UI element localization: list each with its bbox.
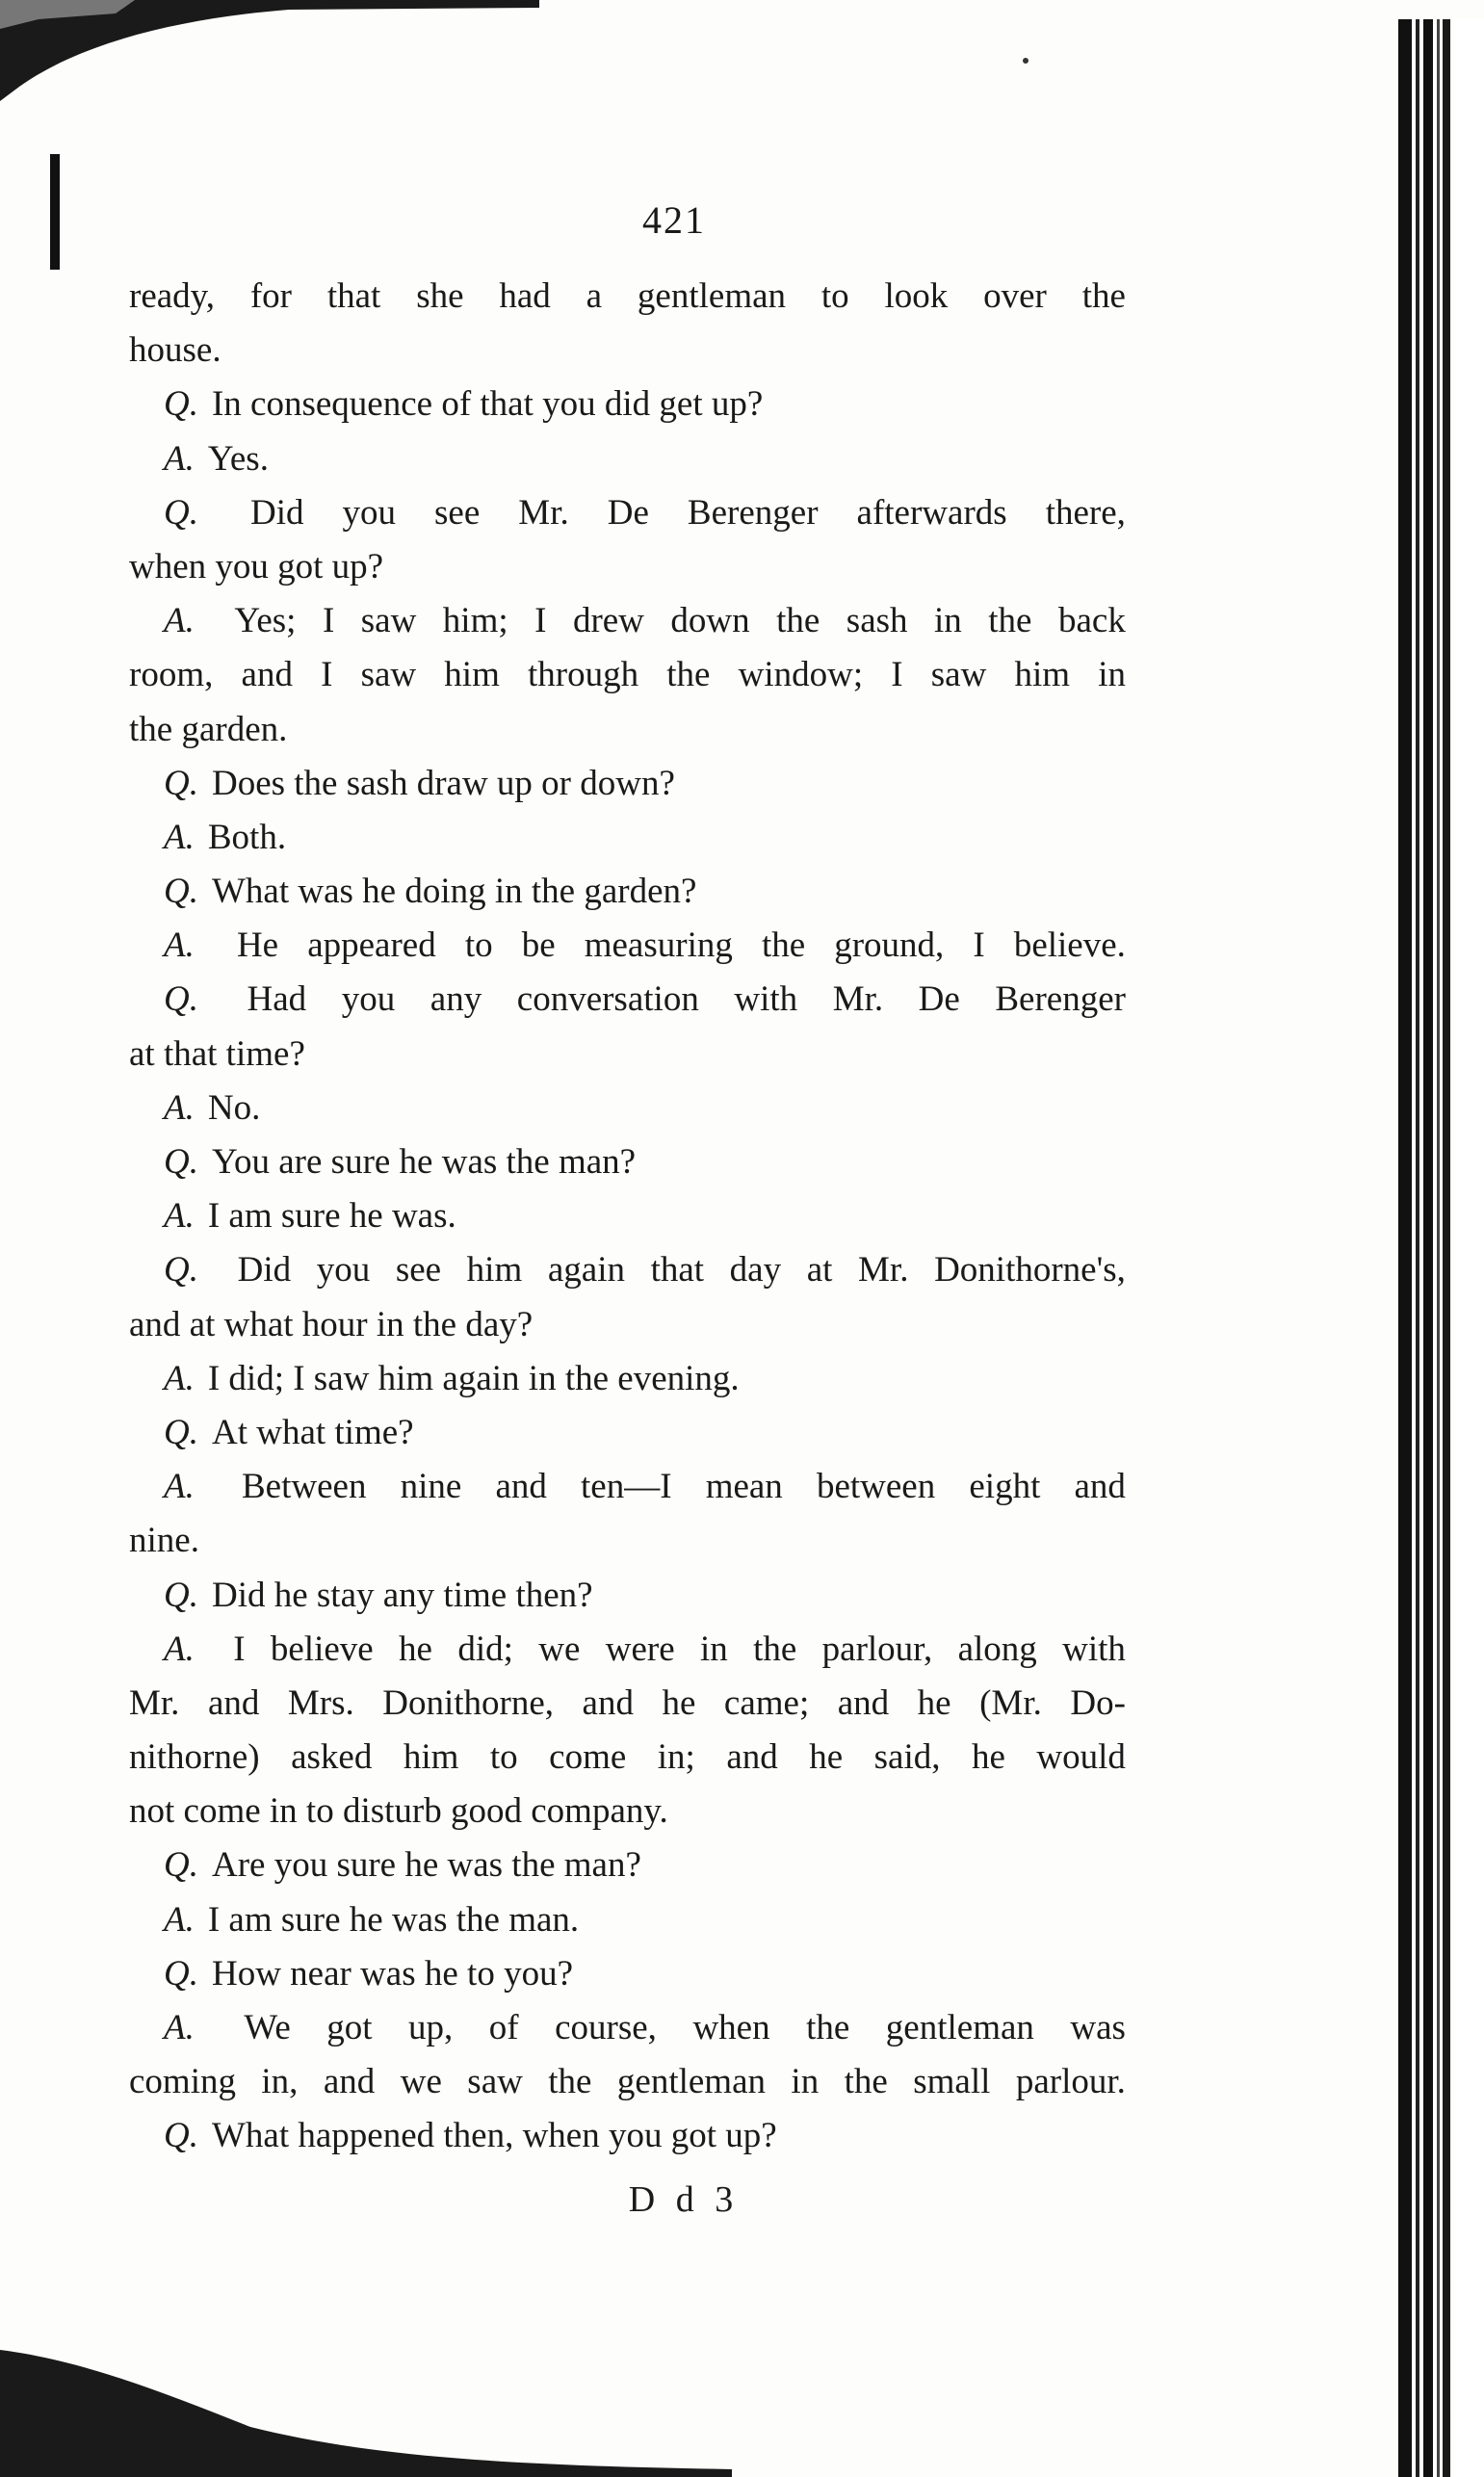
word: saw <box>467 2062 523 2102</box>
text-line <box>129 378 1126 431</box>
text-line <box>129 1731 1126 1785</box>
word: any <box>430 979 482 1020</box>
word: the <box>806 2008 850 2047</box>
word: ready, <box>129 276 216 316</box>
word: you <box>342 492 397 533</box>
line-text: At what time? <box>211 1412 414 1452</box>
page-number: 421 <box>642 198 706 242</box>
word: between <box>816 1467 936 1507</box>
word: day <box>729 1250 782 1291</box>
word: I <box>322 601 335 641</box>
text-line <box>129 1569 1126 1623</box>
speaker-label: A. <box>164 601 195 641</box>
word: asked <box>291 1737 373 1778</box>
text-line <box>129 1460 1126 1514</box>
text-line <box>129 648 1126 702</box>
word: back <box>1057 601 1126 641</box>
word: Mr. <box>518 492 569 533</box>
word: to <box>464 926 493 966</box>
word: measuring <box>584 926 733 966</box>
word: look <box>884 276 949 316</box>
word: to <box>820 276 849 316</box>
text-line <box>129 1028 1126 1082</box>
line-text: No. <box>207 1087 261 1128</box>
line-text: at that time? <box>129 1033 305 1074</box>
word: and <box>495 1467 547 1507</box>
page-binding-edge <box>1387 19 1484 2477</box>
word: eight <box>969 1467 1041 1507</box>
speaker-label: A. <box>164 1899 195 1940</box>
word: to <box>489 1737 518 1778</box>
word: him <box>466 1250 523 1291</box>
word: course, <box>555 2008 657 2047</box>
speaker-label: Q. <box>164 2116 198 2156</box>
text-line <box>129 1838 1126 1892</box>
word: the <box>844 2062 888 2102</box>
word: gentleman <box>637 276 787 316</box>
scan-speck <box>1023 58 1028 64</box>
line-text: What was he doing in the garden? <box>211 872 697 912</box>
text-line <box>129 703 1126 757</box>
text-line <box>129 2055 1126 2109</box>
text-line <box>129 811 1126 865</box>
line-text: Are you sure he was the man? <box>211 1845 641 1886</box>
word: De <box>607 492 649 533</box>
word: parlour. <box>1015 2062 1126 2102</box>
text-line <box>129 2001 1126 2055</box>
word: with <box>734 979 798 1020</box>
text-line <box>129 919 1126 973</box>
speaker-label: A. <box>164 1358 195 1398</box>
word: we <box>538 1629 581 1669</box>
word: a <box>586 276 603 316</box>
speaker-label: Q. <box>164 872 198 912</box>
word: in <box>1098 655 1126 695</box>
word: saw <box>360 655 417 695</box>
word: sash <box>846 601 908 641</box>
word: in <box>699 1629 728 1669</box>
word: and <box>837 1682 890 1723</box>
word: did; <box>457 1629 513 1669</box>
word: and <box>207 1682 260 1723</box>
word: He <box>236 926 279 966</box>
word: he <box>972 1737 1005 1778</box>
word: and <box>1074 1467 1126 1507</box>
speaker-label: A. <box>164 1467 195 1507</box>
text-line <box>129 540 1126 594</box>
text-line <box>129 1352 1126 1406</box>
word: he <box>399 1629 432 1669</box>
signature-mark: D d 3 <box>628 2179 740 2220</box>
line-text: Both. <box>207 817 287 857</box>
word: Mrs. <box>287 1682 354 1723</box>
word: in <box>791 2062 820 2102</box>
word: the <box>761 926 806 966</box>
text-line <box>129 1785 1126 1838</box>
word: in, <box>261 2062 299 2102</box>
speaker-label: Q. <box>164 1953 198 1994</box>
word: Yes; <box>234 601 297 641</box>
word: down <box>670 601 750 641</box>
text-line <box>129 1082 1126 1135</box>
word: and <box>323 2062 376 2102</box>
word: would <box>1036 1737 1126 1778</box>
line-text: the garden. <box>129 709 288 749</box>
word: for <box>249 276 293 316</box>
word: Berenger <box>687 492 819 533</box>
word: him; <box>442 601 508 641</box>
word: I <box>891 655 903 695</box>
word: with <box>1062 1629 1126 1669</box>
word: We <box>244 2008 291 2047</box>
line-text: Did he stay any time then? <box>211 1575 593 1615</box>
word: parlour, <box>821 1629 933 1669</box>
line-text: Yes. <box>207 438 269 479</box>
text-line <box>129 1947 1126 2001</box>
word: and <box>726 1737 778 1778</box>
word: in <box>934 601 962 641</box>
word: the <box>776 601 820 641</box>
word: I <box>321 655 333 695</box>
word: gentleman <box>616 2062 766 2102</box>
word: were <box>605 1629 675 1669</box>
word: the <box>666 655 711 695</box>
word: the <box>1081 276 1126 316</box>
word: window; <box>738 655 864 695</box>
word: afterwards <box>856 492 1007 533</box>
word: Had <box>247 979 307 1020</box>
word: when <box>692 2008 770 2047</box>
scan-edge-mark <box>50 154 60 270</box>
word: that <box>650 1250 705 1291</box>
word: him <box>1014 655 1071 695</box>
text-line <box>129 432 1126 486</box>
word: nine <box>400 1467 462 1507</box>
speaker-label: Q. <box>164 979 198 1020</box>
word: nithorne) <box>129 1737 260 1778</box>
line-text: I am sure he was. <box>207 1196 456 1237</box>
word: him <box>403 1737 459 1778</box>
text-line <box>129 865 1126 919</box>
word: had <box>499 276 551 316</box>
word: gentleman <box>885 2008 1034 2047</box>
text-line <box>129 1243 1126 1297</box>
word: drew <box>572 601 644 641</box>
speaker-label: Q. <box>164 1250 198 1291</box>
word: over <box>983 276 1047 316</box>
speaker-label: A. <box>164 438 195 479</box>
speaker-label: A. <box>164 1196 195 1237</box>
word: mean <box>705 1467 783 1507</box>
word: coming <box>129 2062 236 2102</box>
word: saw <box>360 601 417 641</box>
text-line <box>129 757 1126 811</box>
word: through <box>528 655 639 695</box>
line-text: when you got up? <box>129 546 384 587</box>
word: Do- <box>1070 1682 1126 1723</box>
text-line <box>129 2109 1126 2163</box>
word: in; <box>657 1737 695 1778</box>
speaker-label: A. <box>164 2008 195 2047</box>
word: see <box>434 492 481 533</box>
word: Berenger <box>995 979 1126 1020</box>
word: she <box>416 276 464 316</box>
word: the <box>753 1629 797 1669</box>
word: and <box>241 655 293 695</box>
scan-shadow-top-left <box>0 0 539 106</box>
text-line <box>129 1623 1126 1677</box>
text-line <box>129 1893 1126 1947</box>
speaker-label: Q. <box>164 1412 198 1452</box>
text-line <box>129 1514 1126 1568</box>
word: I <box>973 926 985 966</box>
line-text: You are sure he was the man? <box>211 1142 637 1182</box>
word: saw <box>930 655 987 695</box>
word: was <box>1070 2008 1126 2047</box>
speaker-label: A. <box>164 1629 195 1669</box>
word: came; <box>723 1682 810 1723</box>
word: got <box>326 2008 373 2047</box>
word: appeared <box>307 926 436 966</box>
word: believe <box>270 1629 374 1669</box>
word: Mr. <box>858 1250 909 1291</box>
word: the <box>548 2062 592 2102</box>
word: again <box>547 1250 625 1291</box>
word: we <box>400 2062 442 2102</box>
line-text: Does the sash draw up or down? <box>211 763 675 803</box>
word: that <box>326 276 381 316</box>
word: be <box>521 926 556 966</box>
speaker-label: A. <box>164 926 195 966</box>
word: see <box>395 1250 442 1291</box>
word: of <box>488 2008 519 2047</box>
speaker-label: A. <box>164 817 195 857</box>
speaker-label: Q. <box>164 1575 198 1615</box>
text-line <box>129 270 1126 324</box>
word: (Mr. <box>979 1682 1042 1723</box>
speaker-label: Q. <box>164 1845 198 1886</box>
word: you <box>316 1250 371 1291</box>
word: there, <box>1045 492 1126 533</box>
speaker-label: Q. <box>164 492 198 533</box>
word: I <box>233 1629 246 1669</box>
word: said, <box>873 1737 941 1778</box>
word: he <box>917 1682 951 1723</box>
text-line <box>129 1135 1126 1189</box>
text-line <box>129 594 1126 648</box>
word: he <box>662 1682 696 1723</box>
word: at <box>806 1250 833 1291</box>
word: Donithorne's, <box>934 1250 1126 1291</box>
word: ten—I <box>581 1467 672 1507</box>
speaker-label: Q. <box>164 763 198 803</box>
speaker-label: A. <box>164 1087 195 1128</box>
word: he <box>809 1737 844 1778</box>
line-text: house. <box>129 330 221 371</box>
word: room, <box>129 655 214 695</box>
text-line <box>129 1406 1126 1460</box>
line-text: How near was he to you? <box>211 1953 574 1994</box>
word: up, <box>408 2008 454 2047</box>
word: De <box>918 979 960 1020</box>
word: Did <box>237 1250 292 1291</box>
speaker-label: Q. <box>164 1142 198 1182</box>
word: Donithorne, <box>382 1682 555 1723</box>
text-line <box>129 973 1126 1027</box>
word: you <box>341 979 396 1020</box>
word: believe. <box>1013 926 1126 966</box>
body-text <box>129 270 1126 2164</box>
line-text: In consequence of that you did get up? <box>211 384 764 425</box>
word: Mr. <box>129 1682 180 1723</box>
text-line <box>129 1298 1126 1352</box>
text-line <box>129 324 1126 378</box>
word: him <box>444 655 500 695</box>
word: and <box>582 1682 634 1723</box>
line-text: I am sure he was the man. <box>207 1899 580 1940</box>
line-text: What happened then, when you got up? <box>211 2116 777 2156</box>
word: conversation <box>516 979 699 1020</box>
line-text: not come in to disturb good company. <box>129 1791 668 1832</box>
line-text: and at what hour in the day? <box>129 1304 534 1344</box>
word: the <box>988 601 1032 641</box>
speaker-label: Q. <box>164 384 198 425</box>
word: Between <box>242 1467 367 1507</box>
text-line <box>129 1677 1126 1731</box>
text-line <box>129 486 1126 540</box>
word: along <box>957 1629 1037 1669</box>
word: come <box>549 1737 627 1778</box>
text-line <box>129 1189 1126 1243</box>
line-text: nine. <box>129 1521 199 1561</box>
scan-shadow-bottom-left <box>0 2350 732 2477</box>
word: I <box>534 601 547 641</box>
word: small <box>913 2062 991 2102</box>
line-text: I did; I saw him again in the evening. <box>207 1358 740 1398</box>
word: ground, <box>834 926 945 966</box>
word: Did <box>250 492 304 533</box>
word: Mr. <box>832 979 884 1020</box>
